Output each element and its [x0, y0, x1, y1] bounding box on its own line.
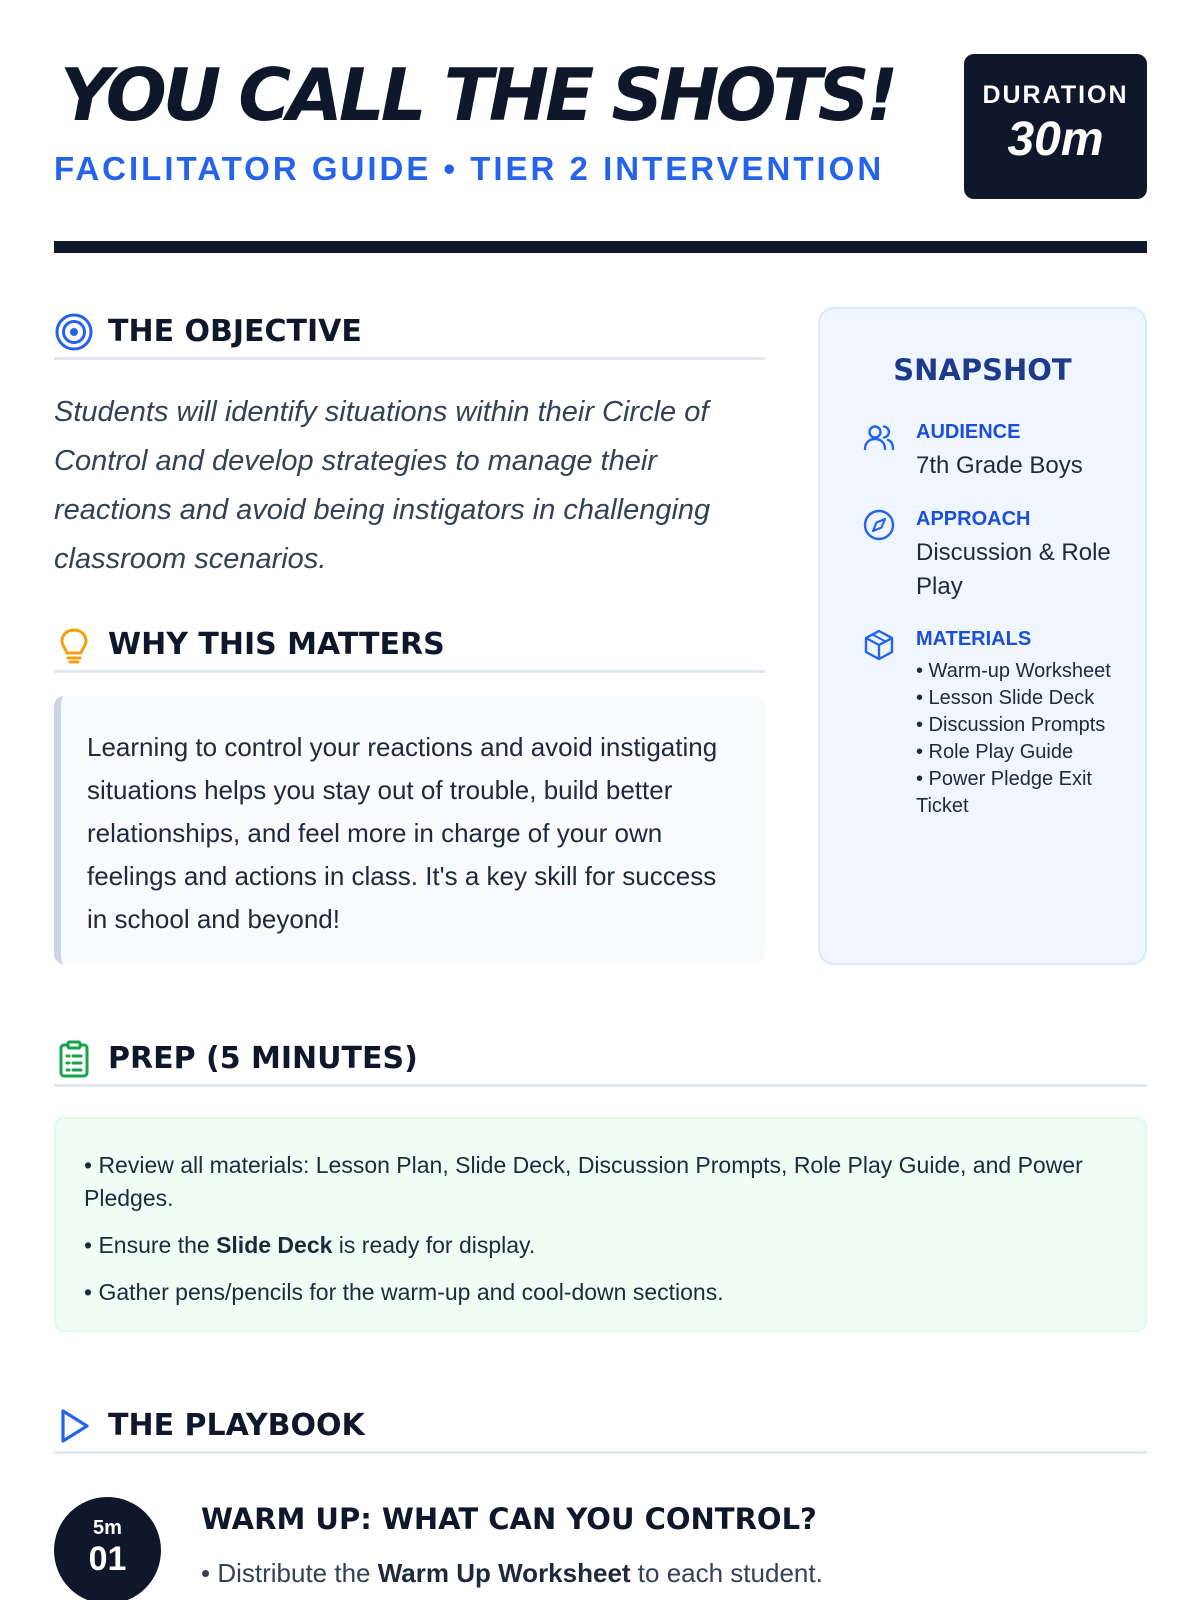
step-time: 5m: [93, 1517, 122, 1539]
header-divider: [54, 241, 1147, 253]
duration-label: DURATION: [982, 81, 1129, 109]
prep-item-text: is ready for display.: [332, 1232, 536, 1258]
why-heading: [54, 617, 765, 673]
list-item: • Role Play Guide: [916, 741, 1074, 763]
prep-item-bold: Slide Deck: [216, 1232, 333, 1258]
snapshot-audience: [862, 421, 1132, 491]
step-number: 01: [88, 1540, 127, 1578]
duration-value: 30m: [1007, 113, 1104, 166]
prep-item: [84, 1229, 1117, 1262]
target-icon: [54, 312, 94, 352]
objective-heading: [54, 304, 765, 360]
list-item: • Power Pledge Exit Ticket: [916, 768, 1092, 817]
prep-heading: [54, 1031, 1147, 1087]
step-bullet-text: to each student.: [630, 1558, 823, 1588]
why-title: WHY THIS MATTERS: [108, 627, 445, 662]
playbook-heading: [54, 1398, 1147, 1454]
header: [54, 52, 1147, 202]
step-bullet: [201, 1558, 823, 1589]
package-icon: [862, 628, 896, 662]
page-title: YOU CALL THE SHOTS!: [60, 53, 895, 137]
audience-value: 7th Grade Boys: [916, 452, 1083, 479]
approach-label: APPROACH: [916, 508, 1031, 530]
prep-item-text: • Ensure the: [84, 1232, 217, 1258]
lightbulb-icon: [54, 625, 94, 665]
snapshot-title: SNAPSHOT: [893, 353, 1072, 387]
step-title: WARM UP: WHAT CAN YOU CONTROL?: [201, 1502, 817, 1536]
duration-badge: [964, 54, 1147, 199]
prep-item: • Gather pens/pencils for the warm-up and cool-down sections.: [84, 1279, 724, 1305]
users-icon: [862, 421, 896, 455]
clipboard-icon: [54, 1039, 94, 1079]
audience-label: AUDIENCE: [916, 421, 1021, 443]
objective-text: Students will identify situations within their Circle of Control and develop strategies to manage their reactions and avoid being instigators in challenging classroom scenarios.: [54, 396, 711, 575]
step-bullet-bold: Warm Up Worksheet: [377, 1558, 631, 1588]
compass-icon: [862, 508, 896, 542]
playbook-title: THE PLAYBOOK: [108, 1408, 365, 1443]
snapshot-materials: [862, 628, 1132, 818]
step-bullet-text: • Distribute the: [201, 1558, 378, 1588]
why-text: Learning to control your reactions and avoid instigating situations helps you stay out of trouble, build better relationships, and feel more in charge of your own feelings and actions in class. It's a key skill for success in school and beyond!: [54, 696, 765, 964]
snapshot-approach: [862, 508, 1132, 608]
prep-box: [54, 1117, 1147, 1332]
snapshot-card: [818, 307, 1147, 965]
materials-label: MATERIALS: [916, 628, 1032, 650]
step-badge: [54, 1497, 161, 1600]
play-icon: [54, 1406, 94, 1446]
list-item: • Lesson Slide Deck: [916, 687, 1095, 709]
objective-title: THE OBJECTIVE: [108, 314, 362, 349]
approach-value: Discussion & Role Play: [916, 539, 1111, 600]
list-item: • Discussion Prompts: [916, 714, 1106, 736]
prep-title: PREP (5 MINUTES): [108, 1041, 418, 1076]
materials-list: [916, 658, 1136, 820]
list-item: • Warm-up Worksheet: [916, 660, 1111, 682]
prep-item: • Review all materials: Lesson Plan, Slide Deck, Discussion Prompts, Role Play Guide, and Power Pledges.: [84, 1152, 1083, 1211]
page-subtitle: FACILITATOR GUIDE • TIER 2 INTERVENTION: [54, 150, 885, 187]
